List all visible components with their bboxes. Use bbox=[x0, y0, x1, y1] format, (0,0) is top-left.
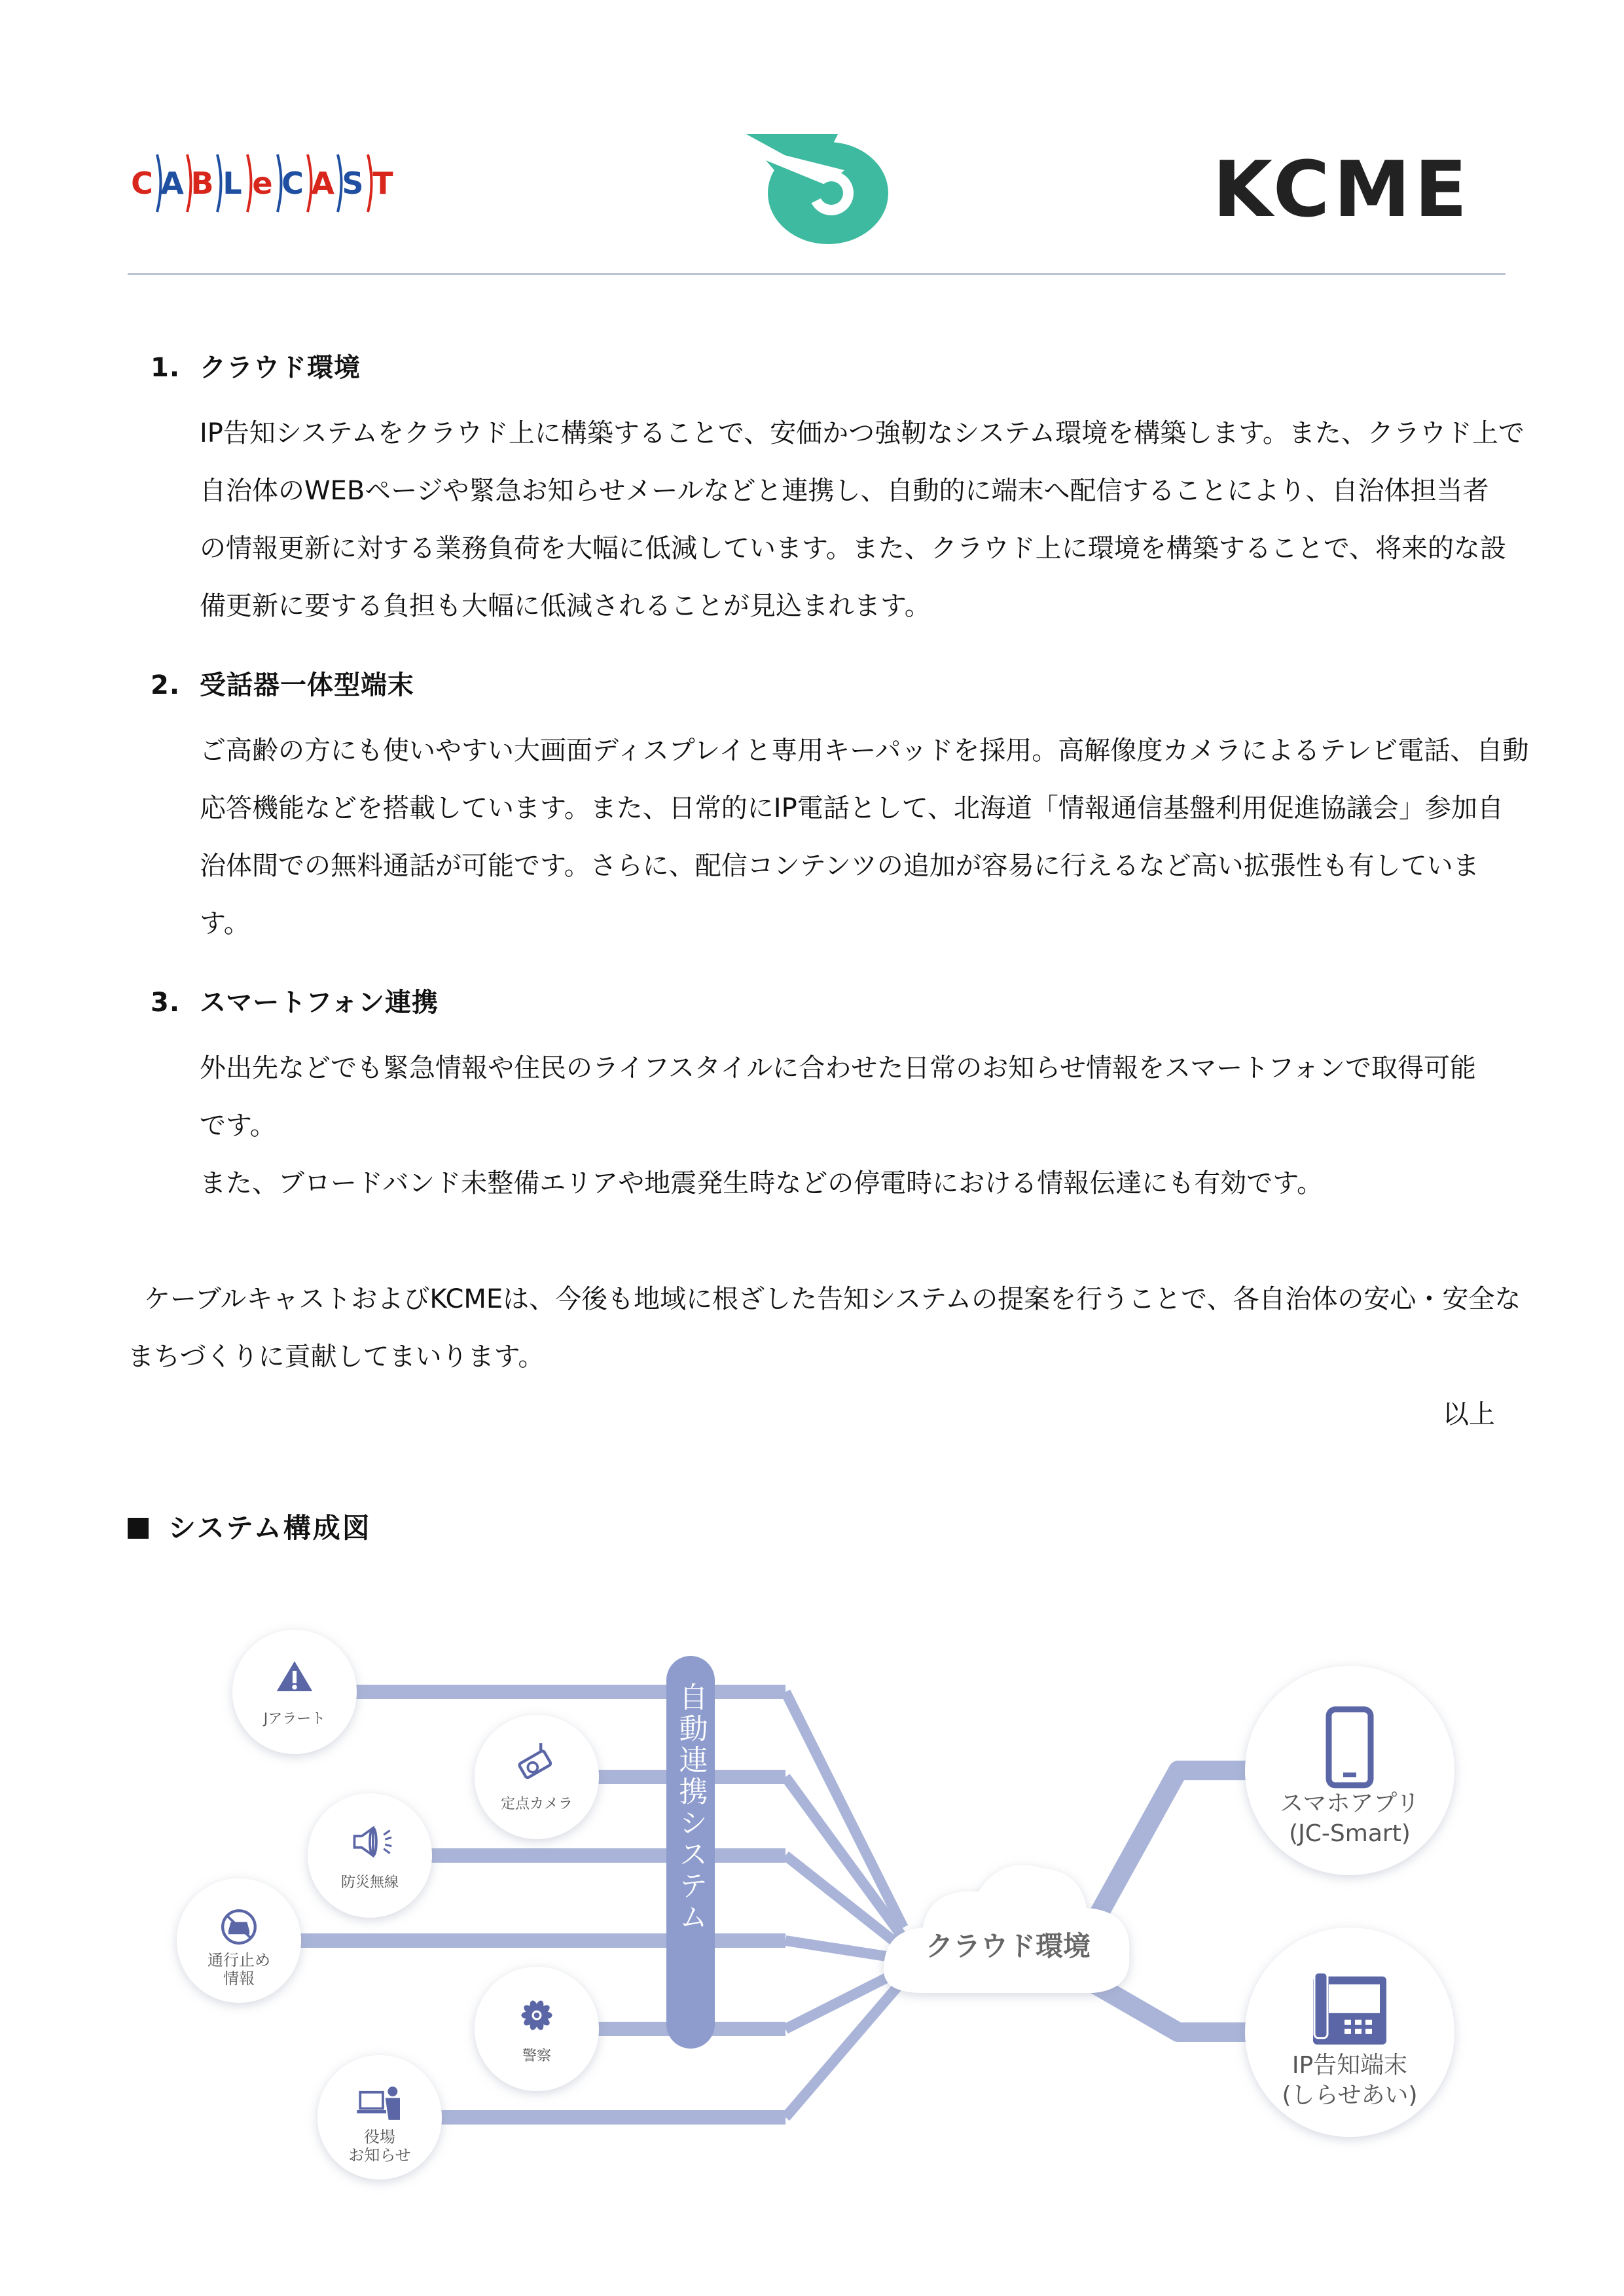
diagram-node bbox=[475, 1967, 599, 2091]
cablecast-letter: S bbox=[342, 166, 364, 201]
cablecast-logo bbox=[128, 143, 409, 221]
diagram-node bbox=[177, 1878, 301, 2003]
section-2-line: 治体間での無料通話が可能です。さらに、配信コンテンツの追加が容易に行えるなど高い拡張性も有していま bbox=[200, 851, 1479, 881]
cablecast-letter: T bbox=[372, 166, 393, 201]
section-1-line: IP告知システムをクラウド上に構築することで、安価かつ強靭なシステム環境を構築します。また、クラウド上で bbox=[200, 418, 1525, 448]
cloud bbox=[884, 1865, 1129, 1993]
node-label: (しらせあい) bbox=[1282, 2082, 1418, 2109]
section-number: 2. bbox=[151, 670, 181, 700]
bus-label: 自動連携システム bbox=[674, 1682, 708, 1933]
kcme-logo bbox=[1178, 151, 1506, 229]
system-diagram bbox=[157, 1597, 1492, 2206]
cablecast-bracket bbox=[338, 154, 342, 212]
section-1-heading bbox=[151, 347, 361, 384]
node-label: 定点カメラ bbox=[500, 1796, 573, 1812]
header-divider bbox=[128, 273, 1506, 275]
diagram-node bbox=[1245, 1666, 1454, 1875]
node-label: 警察 bbox=[522, 2048, 552, 2064]
cablecast-bracket bbox=[247, 154, 251, 212]
cablecast-letter: C bbox=[131, 166, 153, 201]
node-circle bbox=[308, 1793, 432, 1918]
cablecast-letter: A bbox=[160, 166, 184, 201]
node-label: (JC-Smart) bbox=[1289, 1820, 1411, 1847]
section-2-line: 応答機能などを搭載しています。また、日常的にIP電話として、北海道「情報通信基盤利用促進協議会」参加自 bbox=[200, 793, 1504, 823]
cablecast-letter: L bbox=[223, 166, 242, 201]
node-label: IP告知端末 bbox=[1291, 2052, 1408, 2079]
closing-mark: 以上 bbox=[1443, 1399, 1495, 1429]
section-title: スマートフォン連携 bbox=[200, 988, 439, 1018]
output-connector bbox=[1093, 1983, 1248, 2032]
cablecast-bracket bbox=[368, 154, 372, 212]
figure-title-text: システム構成図 bbox=[168, 1512, 372, 1544]
section-2-line: す。 bbox=[200, 908, 250, 939]
figure-title bbox=[128, 1507, 372, 1546]
municipal-emblem-icon bbox=[740, 134, 903, 252]
section-title: クラウド環境 bbox=[200, 353, 361, 383]
section-3-line: です。 bbox=[200, 1111, 276, 1141]
node-label: スマホアプリ bbox=[1280, 1790, 1420, 1817]
node-label: お知らせ bbox=[348, 2146, 411, 2164]
node-label: 防災無線 bbox=[340, 1874, 399, 1891]
section-3-line: 外出先などでも緊急情報や住民のライフスタイルに合わせた日常のお知らせ情報をスマートフォンで取得可能 bbox=[200, 1053, 1476, 1083]
bullet-square-icon bbox=[128, 1518, 149, 1539]
section-number: 3. bbox=[151, 988, 181, 1018]
section-3-line: また、ブロードバンド未整備エリアや地震発生時などの停電時における情報伝達にも有効です。 bbox=[200, 1168, 1323, 1198]
section-2-line: ご高齢の方にも使いやすい大画面ディスプレイと専用キーパッドを採用。高解像度カメラによるテレビ電話、自動 bbox=[200, 736, 1529, 766]
section-title: 受話器一体型端末 bbox=[200, 670, 414, 700]
node-label: 通行止め bbox=[208, 1951, 270, 1969]
node-label: Jアラート bbox=[263, 1711, 326, 1727]
section-1-line: の情報更新に対する業務負荷を大幅に低減しています。また、クラウド上に環境を構築することで、将来的な設 bbox=[200, 533, 1506, 564]
diagram-node bbox=[317, 2055, 442, 2179]
cablecast-bracket bbox=[217, 154, 221, 212]
diagram-node bbox=[308, 1793, 432, 1918]
diagram-node bbox=[1245, 1928, 1454, 2137]
diagram-node bbox=[232, 1630, 357, 1754]
cablecast-letter: A bbox=[311, 166, 334, 201]
node-label: 情報 bbox=[223, 1969, 255, 1988]
output-connector bbox=[1093, 1770, 1248, 1924]
cablecast-letter: C bbox=[281, 166, 304, 201]
section-2-heading bbox=[151, 664, 414, 702]
section-3-heading bbox=[151, 982, 439, 1019]
cablecast-bracket bbox=[278, 154, 281, 212]
node-label: 役場 bbox=[364, 2128, 395, 2146]
cablecast-letter: B bbox=[190, 166, 214, 201]
section-number: 1. bbox=[151, 353, 181, 383]
kcme-logo-text: KCME bbox=[1212, 151, 1471, 229]
ip-terminal-icon bbox=[1313, 1973, 1386, 2045]
conclusion-line: まちづくりに貢献してまいります。 bbox=[128, 1342, 545, 1372]
section-1-line: 自治体のWEBページや緊急お知らせメールなどと連携し、自動的に端末へ配信することにより、自治体担当者 bbox=[200, 476, 1489, 506]
conclusion-line: ケーブルキャストおよびKCMEは、今後も地域に根ざした告知システムの提案を行うことで、各自治体の安心・安全な bbox=[144, 1284, 1521, 1314]
cablecast-letter: e bbox=[252, 166, 273, 201]
node-circle bbox=[232, 1630, 357, 1754]
node-circle bbox=[475, 1967, 599, 2091]
node-circle bbox=[475, 1715, 599, 1839]
section-1-line: 備更新に要する負担も大幅に低減されることが見込まれます。 bbox=[200, 591, 931, 621]
cloud-label: クラウド環境 bbox=[925, 1930, 1091, 1962]
diagram-node bbox=[475, 1715, 599, 1839]
